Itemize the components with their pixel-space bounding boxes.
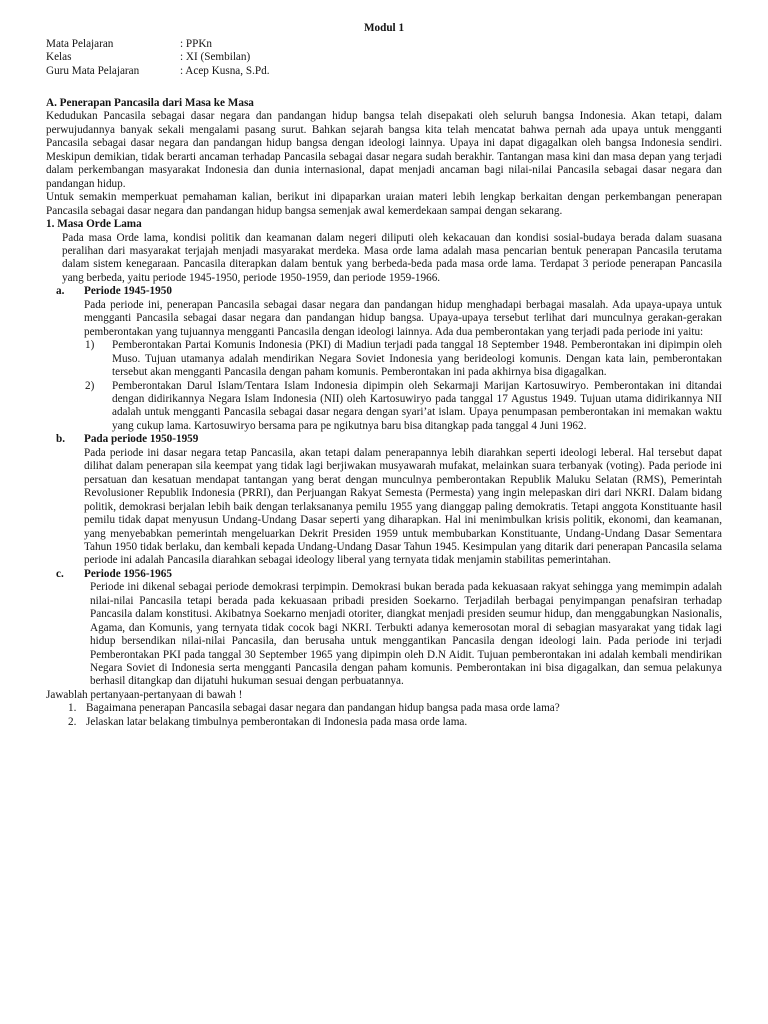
- list-item-number: 2.: [68, 715, 77, 728]
- meta-key: Kelas: [46, 51, 72, 64]
- period-b-text: Pada periode ini dasar negara tetap Pancasila, akan tetapi dalam penerapannya lebih diarahkan seperti ideologi leberal. Hal tersebut dapat dilihat dalam penerapan sila keempat yang tidak lagi berjiwakan musyawarah mufakat, melainkan suara terbanyak (voting). Pada periode ini persatuan dan kesatuan mendapat tantangan yang berat dengan munculnya pemberontakan Republik Maluku Selatan (RMS), Pemerintah Revolusioner Republik Indonesia (PRRI), dan Perjuangan Rakyat Semesta (Permesta) yang ingin melepaskan diri dari NKRI. Dalam bidang politik, demokrasi berjalan lebih baik dengan terlaksananya pemilu 1955 yang dianggap paling demokratis. Tetapi anggota Konstituante hasil pemilu tidak dapat menyusun Undang-Undang Dasar seperti yang diharapkan. Hal ini menimbulkan krisis politik, ekonomi, dan keamanan, yang menyebabkan pemerintah mengeluarkan Dekrit Presiden 1959 untuk membubarkan Konstituante, Undang-Undang Dasar Sementara Tahun 1950 tidak berlaku, dan kembali kepada Undang-Undang Dasar Tahun 1945. Kesimpulan yang ditarik dari penerapan Pancasila selama periode ini adalah Pancasila diarahkan sebagai ideology liberal yang ternyata tidak menjamin stabilitas pemerintahan.: [84, 446, 722, 567]
- period-c-text: Periode ini dikenal sebagai periode demokrasi terpimpin. Demokrasi bukan berada pada kekuasaan rakyat sehingga yang memimpin adalah nilai-nilai Pancasila tetapi berada pada kekuasaan pribadi presiden Soekarno. Terjadilah berbagai penyimpangan penafsiran terhadap Pancasila dalam konstitusi. Akibatnya Soekarno menjadi otoriter, diangkat menjadi presiden seumur hidup, dan menggabungkan Nasionalis, Agama, dan Komunis, yang ternyata tidak cocok bagi NKRI. Terbukti adanya kemerosotan moral di sebagian masyarakat yang tidak lagi hidup bersendikan nilai-nilai Pancasila, dan berusaha untuk menggantikan Pancasila dengan ideologi lain. Pada periode ini terjadi Pemberontakan PKI pada tanggal 30 September 1965 yang dipimpin oleh D.N Aidit. Tujuan pemberontakan ini adalah kembali mendirikan Negara Soviet di Indonesia serta mengganti Pancasila dengan paham komunis. Pemberontakan ini bisa digagalkan, dan semua pelakunya berhasil ditangkap dan dijatuhi hukuman sesuai dengan perbuatannya.: [90, 581, 722, 688]
- section-a-paragraph-1: Kedudukan Pancasila sebagai dasar negara dan pandangan hidup bangsa telah disepakati oleh seluruh bangsa Indonesia. Akan tetapi, dalam perwujudannya banyak sekali mengalami pasang surut. Bahkan sejarah bangsa kita telah mencatat bahwa pernah ada upaya untuk mengganti Pancasila sebagai dasar negara dan pandangan hidup bangsa dengan ideologi lainnya. Upaya ini dapat digagalkan oleh bangsa Indonesia sendiri. Meskipun demikian, tidak berarti ancaman terhadap Pancasila sebagai dasar negara sudah berakhir. Tantangan masa kini dan masa depan yang terjadi dalam perkembangan masyarakat Indonesia dan dunia internasional, dapat menjadi ancaman bagi nilai-nilai Pancasila sebagai dasar negara dan pandangan hidup.: [46, 110, 722, 190]
- module-meta: [46, 38, 270, 78]
- period-c-title: Periode 1956-1965: [84, 567, 172, 580]
- list-item-text: Pemberontakan Darul Islam/Tentara Islam Indonesia dipimpin oleh Sekarmaji Marijan Kartosuwiryo. Pemberontakan ini ditandai dengan didirikannya Negara Islam Indonesia (NII) oleh Kartosuwiryo pada tanggal 17 Agustus 1949. Tujuan utama didirikannya NII adalah untuk mengganti Pancasila sebagai dasar negara dengan syari’at islam. Upaya penumpasan pemberontakan ini memakan waktu yang cukup lama. Kartosuwiryo bersama para pe ngikutnya baru bisa ditangkap pada tanggal 4 Juni 1962.: [112, 379, 722, 432]
- section-1-intro: Pada masa Orde lama, kondisi politik dan keamanan dalam negeri diliputi oleh kekacauan dan kondisi sosial-budaya berada dalam suasana peralihan dari masyarakat terjajah menjadi masyarakat merdeka. Masa orde lama adalah masa pencarian bentuk penerapan Pancasila terutama dalam sistem kenegaraan. Pancasila diterapkan dalam bentuk yang berbeda-beda pada masa orde lama. Terdapat 3 periode penerapan Pancasila yang berbeda, yaitu periode 1945-1950, periode 1950-1959, dan periode 1959-1966.: [62, 231, 722, 284]
- questions-intro: Jawablah pertanyaan-pertanyaan di bawah !: [46, 688, 243, 701]
- period-c-heading: [56, 568, 722, 581]
- period-a-title: Periode 1945-1950: [84, 285, 172, 298]
- meta-key: Guru Mata Pelajaran: [46, 64, 140, 77]
- list-item-text: Pemberontakan Partai Komunis Indonesia (PKI) di Madiun terjadi pada tanggal 18 September 1948. Pemberontakan ini dipimpin oleh Muso. Tujuan utamanya adalah mendirikan Negara Soviet Indonesia yang berideologi komunis. Dengan kata lain, pemberontakan tersebut akan mengganti Pancasila dengan paham komunis. Pemberontakan ini pada akhirnya bisa digagalkan.: [112, 339, 722, 379]
- list-item-text: Bagaimana penerapan Pancasila sebagai dasar negara dan pandangan hidup bangsa pada masa orde lama?: [86, 702, 560, 715]
- period-b-title: Pada periode 1950-1959: [84, 433, 199, 446]
- period-c-marker: c.: [56, 567, 64, 580]
- meta-value: : PPKn: [180, 38, 213, 50]
- meta-key: Mata Pelajaran: [46, 38, 114, 50]
- list-item-number: 1.: [68, 702, 77, 715]
- meta-row-class: [46, 51, 270, 64]
- rebellion-list: [46, 339, 722, 433]
- list-item: [85, 339, 722, 379]
- meta-row-subject: [46, 38, 270, 51]
- meta-value: : XI (Sembilan): [180, 51, 251, 64]
- list-item-text: Jelaskan latar belakang timbulnya pemberontakan di Indonesia pada masa orde lama.: [86, 715, 468, 728]
- section-1-heading: 1. Masa Orde Lama: [46, 218, 142, 231]
- period-b-heading: [56, 433, 722, 446]
- meta-row-teacher: [46, 65, 270, 78]
- section-a-heading: A. Penerapan Pancasila dari Masa ke Masa: [46, 97, 254, 109]
- question-list: [46, 702, 722, 729]
- period-a-heading: [56, 285, 722, 298]
- list-item: [68, 702, 722, 715]
- meta-value: : Acep Kusna, S.Pd.: [180, 64, 270, 77]
- module-title: Modul 1: [363, 22, 405, 34]
- list-item: [85, 380, 722, 434]
- list-item: [68, 716, 722, 729]
- list-item-number: 2): [85, 379, 95, 392]
- period-a-marker: a.: [56, 285, 65, 298]
- list-item-number: 1): [85, 339, 95, 352]
- section-a-paragraph-2: Untuk semakin memperkuat pemahaman kalian, berikut ini dipaparkan uraian materi lebih lengkap berkaitan dengan perkembangan penerapan Pancasila sebagai dasar negara dan pandangan hidup bangsa semenjak awal kemerdekaan sampai dengan sekarang.: [46, 191, 722, 217]
- period-a-text: Pada periode ini, penerapan Pancasila sebagai dasar negara dan pandangan hidup menghadapi berbagai masalah. Ada upaya-upaya untuk mengganti Pancasila sebagai dasar negara dan pandangan hidup bangsa. Upaya-upaya tersebut terlihat dari munculnya gerakan-gerakan pemberontakan yang tujuannya mengganti Pancasila dengan ideologi lainnya. Ada dua pemberontakan yang terjadi pada periode ini yaitu:: [84, 298, 722, 338]
- period-b-marker: b.: [56, 433, 66, 446]
- module-content: [46, 97, 722, 729]
